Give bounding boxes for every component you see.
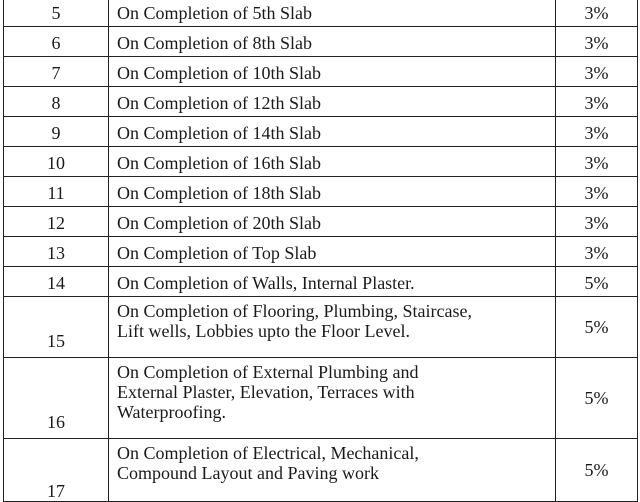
row-description: On Completion of 16th Slab <box>109 147 556 177</box>
row-number: 13 <box>4 237 109 267</box>
table-row <box>4 0 638 27</box>
row-percent: 3% <box>556 177 638 207</box>
description-line: Compound Layout and Paving work <box>117 463 379 483</box>
row-description <box>109 297 556 358</box>
row-percent: 5% <box>556 297 638 358</box>
description-line: On Completion of Flooring, Plumbing, Staircase, <box>117 301 472 321</box>
description-line: External Plaster, Elevation, Terraces with <box>117 382 415 402</box>
row-description: On Completion of 8th Slab <box>109 27 556 57</box>
row-number: 7 <box>4 57 109 87</box>
row-number: 6 <box>4 27 109 57</box>
description-line: On Completion of Electrical, Mechanical, <box>117 443 419 463</box>
row-description: On Completion of 14th Slab <box>109 117 556 147</box>
row-description: On Completion of 18th Slab <box>109 177 556 207</box>
row-percent: 3% <box>556 87 638 117</box>
row-percent: 3% <box>556 207 638 237</box>
row-description: On Completion of Walls, Internal Plaster. <box>109 267 556 297</box>
table-row <box>4 439 638 502</box>
row-description <box>109 439 556 502</box>
row-percent: 5% <box>556 267 638 297</box>
table-row <box>4 87 638 117</box>
row-number: 5 <box>4 0 109 27</box>
row-number: 14 <box>4 267 109 297</box>
table-row <box>4 147 638 177</box>
payment-schedule-table <box>3 0 638 502</box>
row-number: 12 <box>4 207 109 237</box>
row-percent: 3% <box>556 117 638 147</box>
table-row <box>4 358 638 439</box>
row-percent: 5% <box>556 439 638 502</box>
row-percent: 3% <box>556 237 638 267</box>
row-description: On Completion of 10th Slab <box>109 57 556 87</box>
row-number: 9 <box>4 117 109 147</box>
row-description <box>109 358 556 439</box>
table-row <box>4 237 638 267</box>
row-number: 15 <box>4 297 109 358</box>
row-number: 11 <box>4 177 109 207</box>
table-row <box>4 27 638 57</box>
row-number: 17 <box>4 439 109 502</box>
table-row <box>4 117 638 147</box>
row-number: 10 <box>4 147 109 177</box>
description-line: On Completion of External Plumbing and <box>117 362 419 382</box>
table-row <box>4 267 638 297</box>
row-percent: 3% <box>556 147 638 177</box>
table-row <box>4 297 638 358</box>
row-percent: 3% <box>556 0 638 27</box>
row-number: 8 <box>4 87 109 117</box>
row-description: On Completion of 5th Slab <box>109 0 556 27</box>
description-line: Lift wells, Lobbies upto the Floor Level. <box>117 321 410 341</box>
table-row <box>4 57 638 87</box>
row-description: On Completion of 12th Slab <box>109 87 556 117</box>
description-line: Waterproofing. <box>117 402 227 422</box>
table-row <box>4 207 638 237</box>
row-percent: 3% <box>556 57 638 87</box>
row-description: On Completion of 20th Slab <box>109 207 556 237</box>
row-percent: 5% <box>556 358 638 439</box>
table-row <box>4 177 638 207</box>
row-number: 16 <box>4 358 109 439</box>
row-percent: 3% <box>556 27 638 57</box>
row-description: On Completion of Top Slab <box>109 237 556 267</box>
